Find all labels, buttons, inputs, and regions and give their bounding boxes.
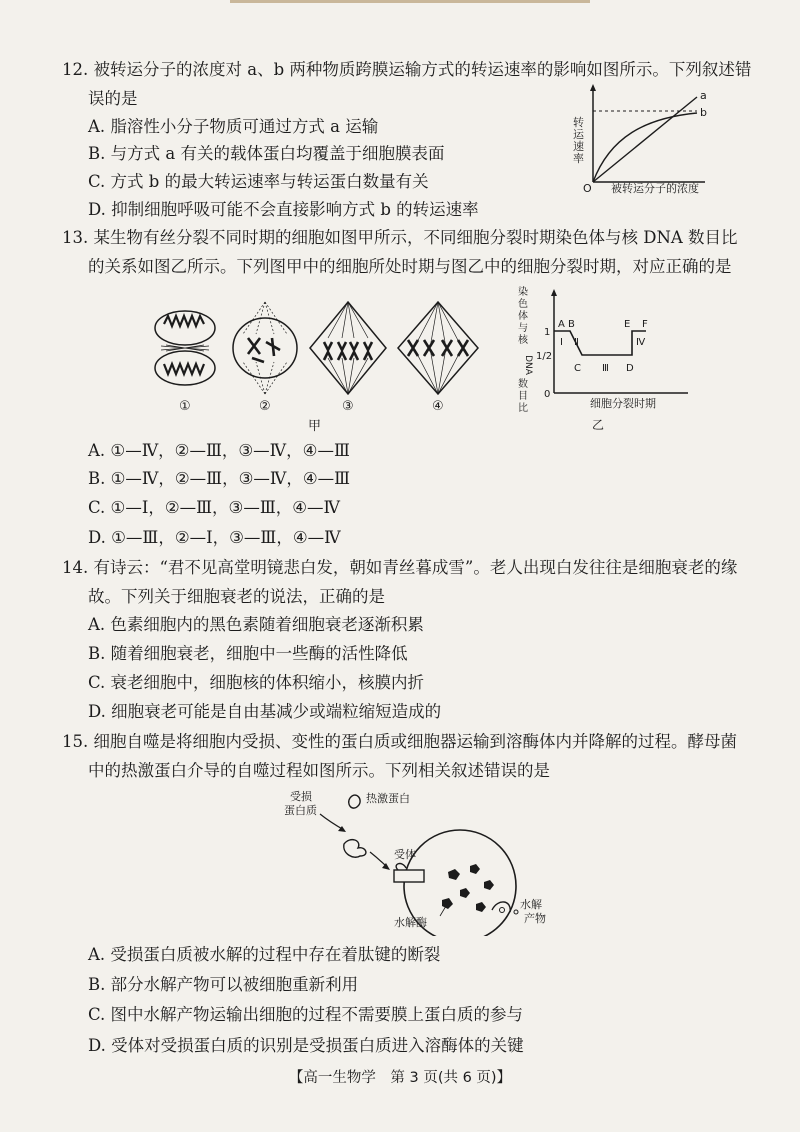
q15-damaged-protein-label-2: 蛋白质: [284, 804, 317, 817]
q15-damaged-protein-label-1: 受损: [290, 790, 312, 803]
q12-option-c[interactable]: C. 方式 b 的最大转运速率与转运蛋白数量有关: [88, 172, 429, 191]
q12-option-d[interactable]: D. 抑制细胞呼吸可能不会直接影响方式 b 的转运速率: [88, 200, 479, 219]
q13-yi-point-f: F: [642, 319, 648, 330]
q12-y-label-2: 运: [573, 128, 584, 141]
q13-yi-point-e: E: [624, 319, 631, 330]
q14-stem-line1: 14. 有诗云：“君不见高堂明镜悲白发，朝如青丝暮成雪”。老人出现白发往往是细胞衰老的缘: [62, 558, 738, 577]
q13-yi-point-a: A: [558, 319, 565, 330]
q15-autophagy-figure: [270, 786, 570, 936]
q15-hydrolase-4: [460, 888, 470, 898]
q15-option-b[interactable]: B. 部分水解产物可以被细胞重新利用: [88, 975, 359, 994]
q15-hydrolase-label: 水解酶: [394, 916, 427, 929]
q15-receptor: [394, 870, 424, 882]
q12-curve-b-label: b: [700, 106, 707, 119]
q13-yi-origin: 0: [544, 389, 551, 400]
top-edge-line: [230, 0, 590, 3]
q12-option-a[interactable]: A. 脂溶性小分子物质可通过方式 a 运输: [88, 117, 379, 136]
q15-option-a[interactable]: A. 受损蛋白质被水解的过程中存在着肽键的断裂: [88, 945, 441, 964]
q12-y-label-3: 速: [573, 140, 584, 153]
q14-option-a[interactable]: A. 色素细胞内的黑色素随着细胞衰老逐渐积累: [88, 615, 424, 634]
q13-yi-y-label-4: 与: [518, 323, 528, 334]
q14-option-b[interactable]: B. 随着细胞衰老，细胞中一些酶的活性降低: [88, 644, 408, 663]
q15-protein-complex: [344, 840, 366, 858]
q15-stem-line2: 中的热激蛋白介导的自噬过程如图所示。下列相关叙述错误的是: [88, 761, 550, 780]
q13-yi-ratio-line: [554, 331, 646, 355]
q13-cell-4-label: ④: [432, 399, 444, 414]
q15-option-c[interactable]: C. 图中水解产物运输出细胞的过程不需要膜上蛋白质的参与: [88, 1005, 524, 1024]
q13-yi-tick-half: 1/2: [536, 351, 553, 362]
q13-yi-point-d: D: [626, 363, 634, 374]
q13-yi-caption: 乙: [592, 418, 605, 432]
q13-yi-y-label-5: 核: [518, 335, 528, 346]
q15-hydrolase-5: [442, 898, 453, 909]
q15-heat-shock-label: 热激蛋白: [366, 792, 410, 805]
q12-y-label-4: 率: [573, 152, 584, 165]
q13-yi-point-b: B: [568, 319, 575, 330]
q12-y-arrow: [590, 84, 596, 91]
q12-curve-b: [593, 113, 697, 182]
q13-yi-stage-2: Ⅱ: [574, 337, 579, 348]
q14-option-d[interactable]: D. 细胞衰老可能是自由基减少或端粒缩短造成的: [88, 702, 442, 721]
q14-stem-line2: 故。下列关于细胞衰老的说法，正确的是: [88, 587, 385, 606]
q15-stem-line1: 15. 细胞自噬是将细胞内受损、变性的蛋白质或细胞器运输到溶酶体内并降解的过程。酵母菌: [62, 732, 737, 751]
q13-cell-2: [233, 302, 297, 394]
q15-hydrolase-3: [484, 880, 494, 890]
q13-yi-y-label-7: 数: [518, 379, 528, 390]
q13-stem-line2: 的关系如图乙所示。下列图甲中的细胞所处时期与图乙中的细胞分裂时期，对应正确的是: [88, 257, 732, 276]
q13-cell-3: [310, 302, 386, 394]
q13-cell-1-label: ①: [179, 399, 191, 414]
q13-option-a[interactable]: A. ①—Ⅳ，②—Ⅲ，③—Ⅳ，④—Ⅲ: [88, 441, 350, 460]
q13-figure-yi: [512, 283, 702, 433]
q13-figure-jia: [148, 298, 493, 433]
q13-yi-point-c: C: [574, 363, 581, 374]
q15-hydrolase-1: [448, 869, 460, 880]
q13-cell-2-label: ②: [259, 399, 271, 414]
q12-x-label: 被转运分子的浓度: [611, 182, 699, 195]
q13-yi-stage-3: Ⅲ: [602, 363, 609, 374]
q13-option-d[interactable]: D. ①—Ⅲ，②—Ⅰ，③—Ⅲ，④—Ⅳ: [88, 528, 341, 547]
q15-heat-shock-protein: [349, 795, 360, 808]
q13-cell-3-label: ③: [342, 399, 354, 414]
q13-yi-y-label-1: 染: [518, 287, 528, 298]
q13-yi-stage-4: Ⅳ: [636, 337, 646, 348]
q15-receptor-label: 受体: [394, 848, 416, 861]
q15-product-label-2: 产物: [524, 912, 546, 925]
q12-stem-line2: 误的是: [88, 89, 138, 108]
q15-product-label-1: 水解: [520, 898, 542, 911]
q13-yi-y-label-2: 色: [518, 299, 528, 310]
q13-yi-y-label-6: DNA: [523, 355, 533, 375]
q15-exocytosis-pocket: [492, 902, 510, 912]
q12-transport-rate-graph: [565, 82, 730, 197]
q13-option-c[interactable]: C. ①—Ⅰ，②—Ⅲ，③—Ⅲ，④—Ⅳ: [88, 498, 341, 517]
q15-hydrolase-2: [470, 864, 480, 874]
q13-cell-1: [155, 311, 215, 385]
q12-y-label-1: 转: [573, 116, 584, 129]
q13-option-b[interactable]: B. ①—Ⅳ，②—Ⅲ，③—Ⅳ，④—Ⅲ: [88, 469, 351, 488]
q13-yi-stage-1: Ⅰ: [560, 337, 563, 348]
q13-yi-x-label: 细胞分裂时期: [590, 397, 656, 410]
q13-yi-y-label-9: 比: [518, 403, 528, 414]
q13-cell-4: [398, 302, 478, 394]
q14-option-c[interactable]: C. 衰老细胞中，细胞核的体积缩小，核膜内折: [88, 673, 425, 692]
q13-yi-tick-1: 1: [544, 327, 551, 338]
q12-origin-label: O: [583, 182, 592, 195]
q13-yi-y-label-3: 体: [518, 311, 528, 322]
q12-stem-line1: 12. 被转运分子的浓度对 a、b 两种物质跨膜运输方式的转运速率的影响如图所示。下列叙述错: [62, 60, 752, 79]
q15-option-d[interactable]: D. 受体对受损蛋白质的识别是受损蛋白质进入溶酶体的关键: [88, 1036, 524, 1055]
q12-curve-a: [593, 97, 697, 182]
q12-curve-a-label: a: [700, 89, 707, 102]
page-footer: 【高一生物学 第 3 页(共 6 页)】: [288, 1070, 512, 1086]
q13-yi-y-label-8: 目: [518, 391, 528, 402]
q15-hydrolase-6: [476, 902, 486, 912]
q13-stem-line1: 13. 某生物有丝分裂不同时期的细胞如图甲所示，不同细胞分裂时期染色体与核 DNA 数目比: [62, 228, 738, 247]
q13-fig-jia-caption: 甲: [308, 419, 322, 433]
q12-option-b[interactable]: B. 与方式 a 有关的载体蛋白均覆盖于细胞膜表面: [88, 144, 445, 163]
